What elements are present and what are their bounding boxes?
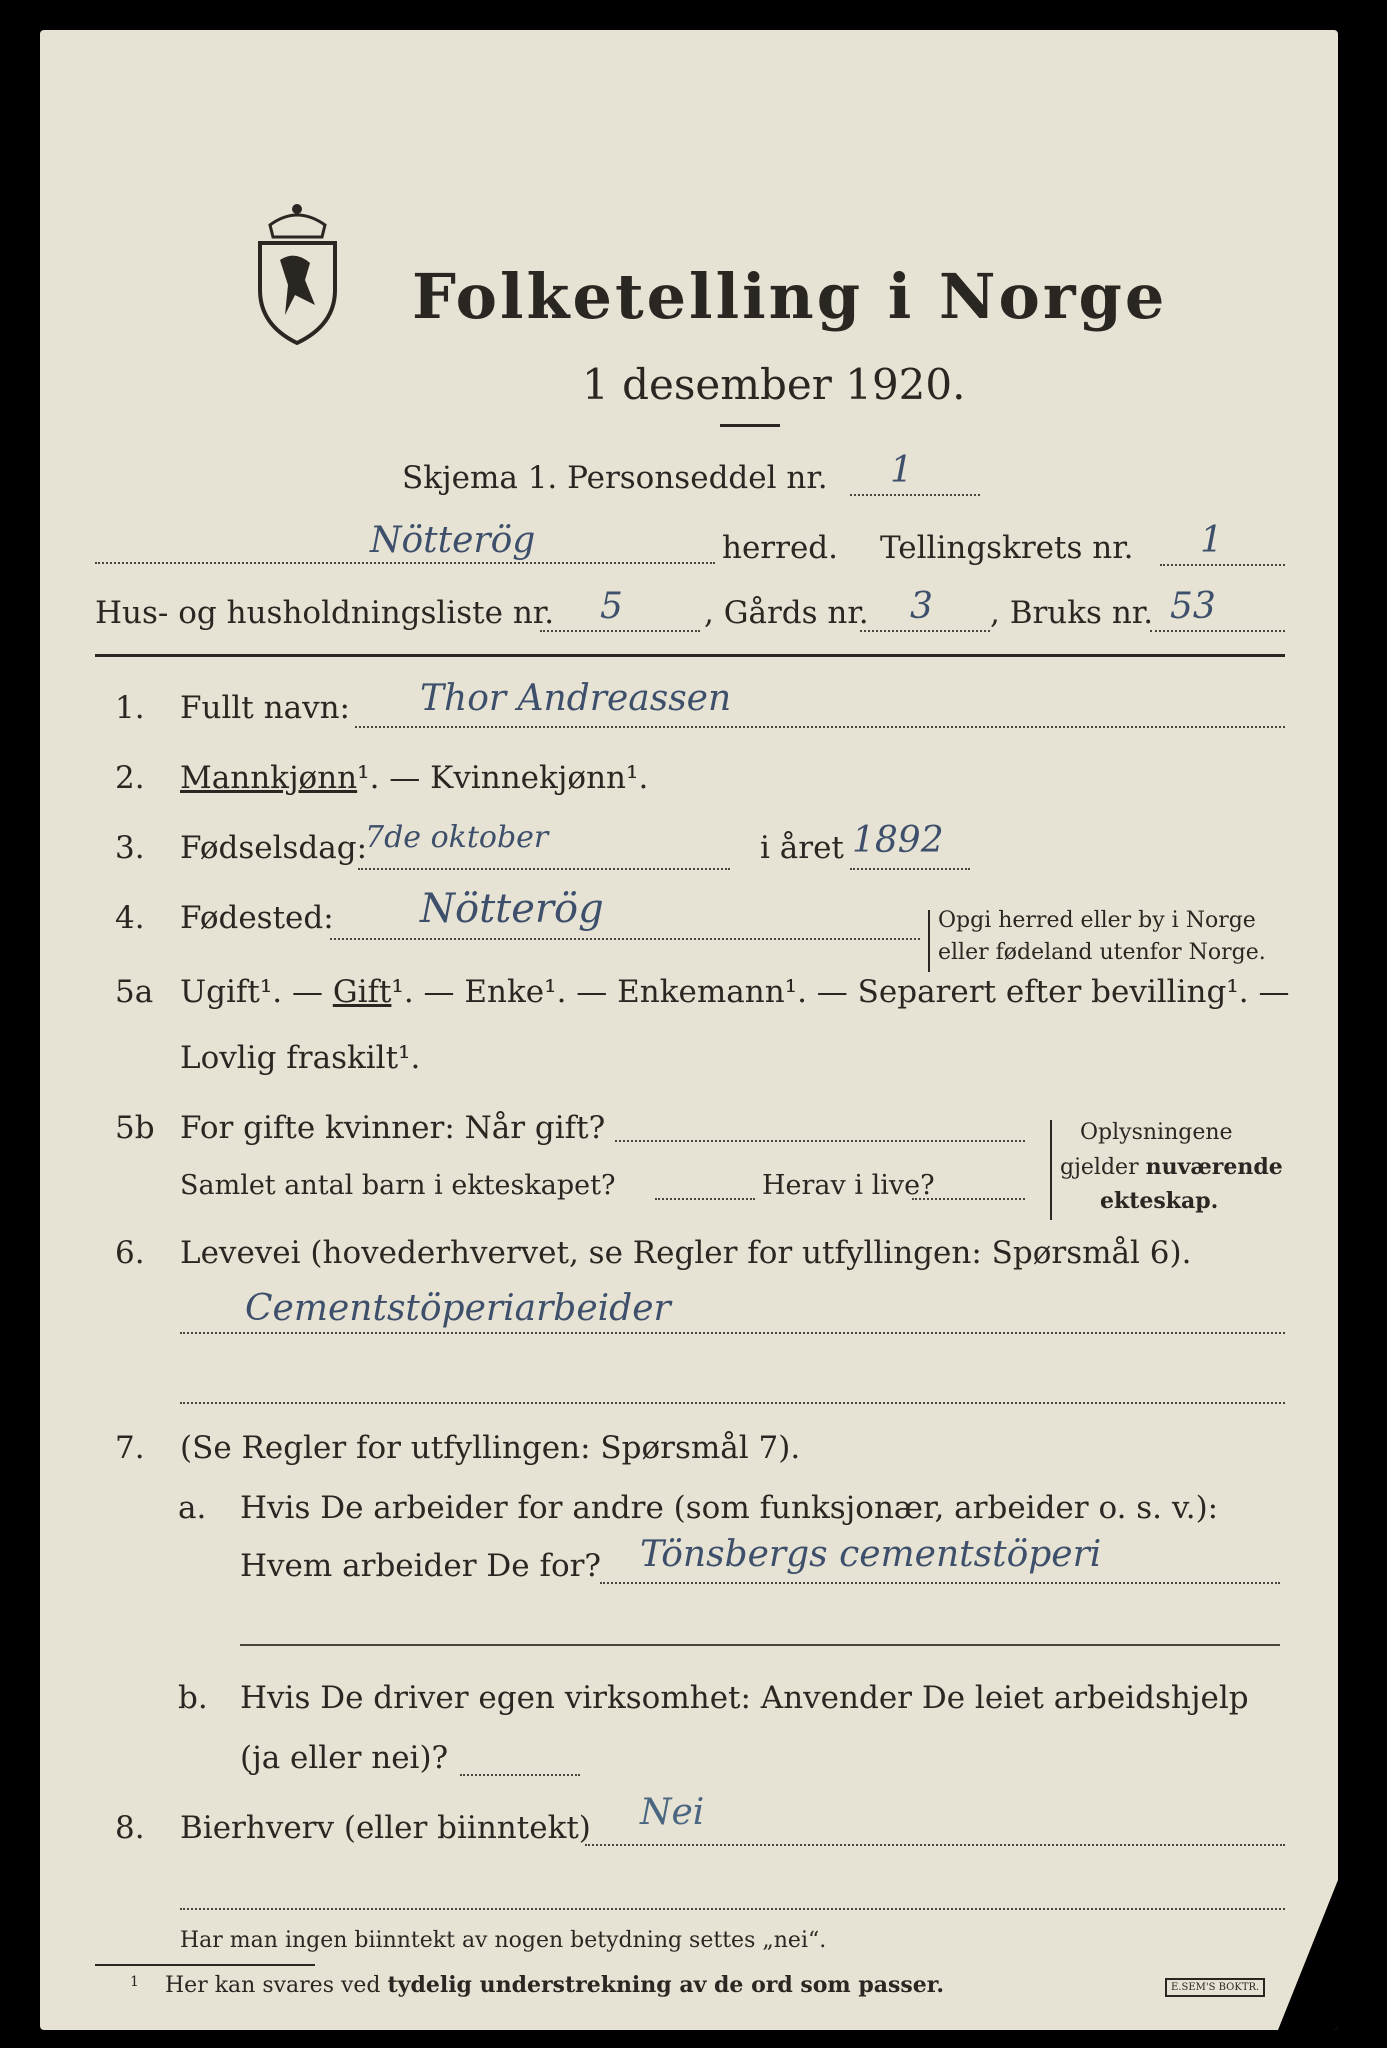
q5b-brace	[1050, 1120, 1052, 1220]
q3-number: 3.	[115, 830, 145, 866]
form-date: 1 desember 1920.	[582, 360, 966, 409]
q5b-note-1: Oplysningene	[1080, 1120, 1233, 1145]
q3-line	[358, 868, 730, 870]
q4-brace	[928, 910, 930, 972]
bruks-line	[1150, 630, 1285, 632]
gards-value[interactable]: 3	[910, 586, 933, 627]
q5b-note-3: ekteskap.	[1100, 1188, 1219, 1214]
q1-line	[355, 726, 1285, 728]
bruks-label: , Bruks nr.	[990, 595, 1154, 631]
footnote-mark: 1	[130, 1974, 139, 1990]
tellingskrets-label: Tellingskrets nr.	[880, 530, 1134, 566]
gards-line	[860, 630, 990, 632]
q5b-number: 5b	[115, 1110, 155, 1146]
q4-number: 4.	[115, 900, 145, 936]
q5b-note-2b: nuværende	[1145, 1154, 1283, 1180]
q7a-value[interactable]: Tönsbergs cementstöperi	[640, 1534, 1102, 1575]
q3-label: Fødselsdag:	[180, 830, 368, 866]
q7b-letter: b.	[178, 1680, 208, 1716]
footnote-text-a: Her kan svares ved	[165, 1973, 388, 1998]
header-rule	[95, 654, 1285, 657]
q2-number: 2.	[115, 760, 145, 796]
footnote-rule	[95, 1964, 315, 1966]
q3-year-label: i året	[760, 830, 844, 866]
q7b-line2: (ja eller nei)?	[240, 1740, 449, 1776]
q1-number: 1.	[115, 690, 145, 726]
q6-line-1	[180, 1332, 1285, 1334]
q1-value[interactable]: Thor Andreassen	[420, 678, 732, 719]
q3-year-value[interactable]: 1892	[852, 820, 944, 861]
coat-of-arms-icon	[250, 195, 345, 345]
q5b-barn-label: Samlet antal barn i ekteskapet?	[180, 1170, 616, 1201]
q7-label: (Se Regler for utfyllingen: Spørsmål 7).	[180, 1430, 801, 1466]
printer-stamp: E.SEM'S BOKTR.	[1165, 1978, 1265, 1997]
torn-corner	[1278, 1880, 1338, 2030]
q5a-rest[interactable]: ¹. — Enke¹. — Enkemann¹. — Separert efter bevilling¹. —	[391, 974, 1290, 1010]
q8-line-2	[180, 1908, 1285, 1910]
q4-line	[330, 938, 920, 940]
q6-label: Levevei (hovederhvervet, se Regler for utfyllingen: Spørsmål 6).	[180, 1235, 1192, 1271]
q7a-line-2	[240, 1644, 1280, 1646]
q6-number: 6.	[115, 1235, 145, 1271]
title-divider	[720, 424, 780, 427]
q8-line	[585, 1844, 1285, 1846]
skjema-label: Skjema 1. Personseddel nr.	[402, 460, 828, 496]
q6-value[interactable]: Cementstöperiarbeider	[245, 1288, 671, 1329]
husliste-value[interactable]: 5	[600, 586, 623, 627]
q4-value[interactable]: Nötterög	[420, 886, 604, 932]
q5a-options	[180, 974, 1289, 1010]
q2-sep: ¹. —	[357, 760, 431, 796]
q6-line-2	[180, 1402, 1285, 1404]
q5b-note-2	[1060, 1154, 1283, 1180]
q8-number: 8.	[115, 1810, 145, 1846]
q5a-gift[interactable]: Gift	[332, 974, 392, 1010]
q4-label: Fødested:	[180, 900, 334, 936]
herred-label: herred.	[722, 530, 838, 566]
q5b-barn-line	[655, 1198, 755, 1200]
q5b-live-label: Herav i live?	[762, 1170, 935, 1201]
personseddel-value[interactable]: 1	[890, 450, 913, 491]
tellingskrets-value[interactable]: 1	[1200, 520, 1223, 561]
q2-options	[180, 760, 648, 796]
q7a-line2: Hvem arbeider De for?	[240, 1548, 602, 1584]
q3-year-line	[850, 868, 970, 870]
q5b-note-2a: gjelder	[1060, 1155, 1146, 1180]
nei-note: Har man ingen biinntekt av nogen betydning settes „nei“.	[180, 1928, 827, 1953]
q1-label: Fullt navn:	[180, 690, 350, 726]
footnote-text-b: tydelig understrekning av de ord som passer.	[387, 1972, 945, 1998]
q8-value[interactable]: Nei	[640, 1792, 705, 1833]
q5a-ugift[interactable]: Ugift¹. —	[180, 974, 333, 1010]
bruks-value[interactable]: 53	[1170, 586, 1216, 627]
q7b-line1: Hvis De driver egen virksomhet: Anvender De leiet arbeidshjelp	[240, 1680, 1249, 1716]
tellingskrets-line	[1160, 564, 1285, 566]
q7b-line	[460, 1774, 580, 1776]
personseddel-line	[850, 494, 980, 496]
q4-note-2: eller fødeland utenfor Norge.	[938, 940, 1266, 965]
q5a-number: 5a	[115, 974, 154, 1010]
herred-value[interactable]: Nötterög	[370, 520, 536, 561]
q8-label: Bierhverv (eller biinntekt)	[180, 1810, 591, 1846]
q4-note-1: Opgi herred eller by i Norge	[938, 908, 1256, 933]
form-title: Folketelling i Norge	[412, 260, 1168, 333]
q5a-fraskilt[interactable]: Lovlig fraskilt¹.	[180, 1040, 421, 1076]
footnote-text	[165, 1972, 944, 1998]
q7-number: 7.	[115, 1430, 145, 1466]
husliste-line	[540, 630, 700, 632]
q7a-letter: a.	[178, 1490, 207, 1526]
q5b-line1: For gifte kvinner: Når gift?	[180, 1110, 606, 1146]
q7a-line1: Hvis De arbeider for andre (som funksjonær, arbeider o. s. v.):	[240, 1490, 1219, 1526]
husliste-label: Hus- og husholdningsliste nr.	[95, 595, 555, 631]
q2-male[interactable]: Mannkjønn	[180, 760, 358, 796]
census-form-paper	[40, 30, 1338, 2030]
q5b-live-line	[912, 1198, 1025, 1200]
herred-line	[95, 562, 715, 564]
q2-female[interactable]: Kvinnekjønn¹.	[430, 760, 649, 796]
gards-label: , Gårds nr.	[704, 595, 869, 631]
q3-value[interactable]: 7de oktober	[365, 820, 549, 855]
q5b-gift-line	[615, 1140, 1025, 1142]
q7a-line	[600, 1582, 1280, 1584]
